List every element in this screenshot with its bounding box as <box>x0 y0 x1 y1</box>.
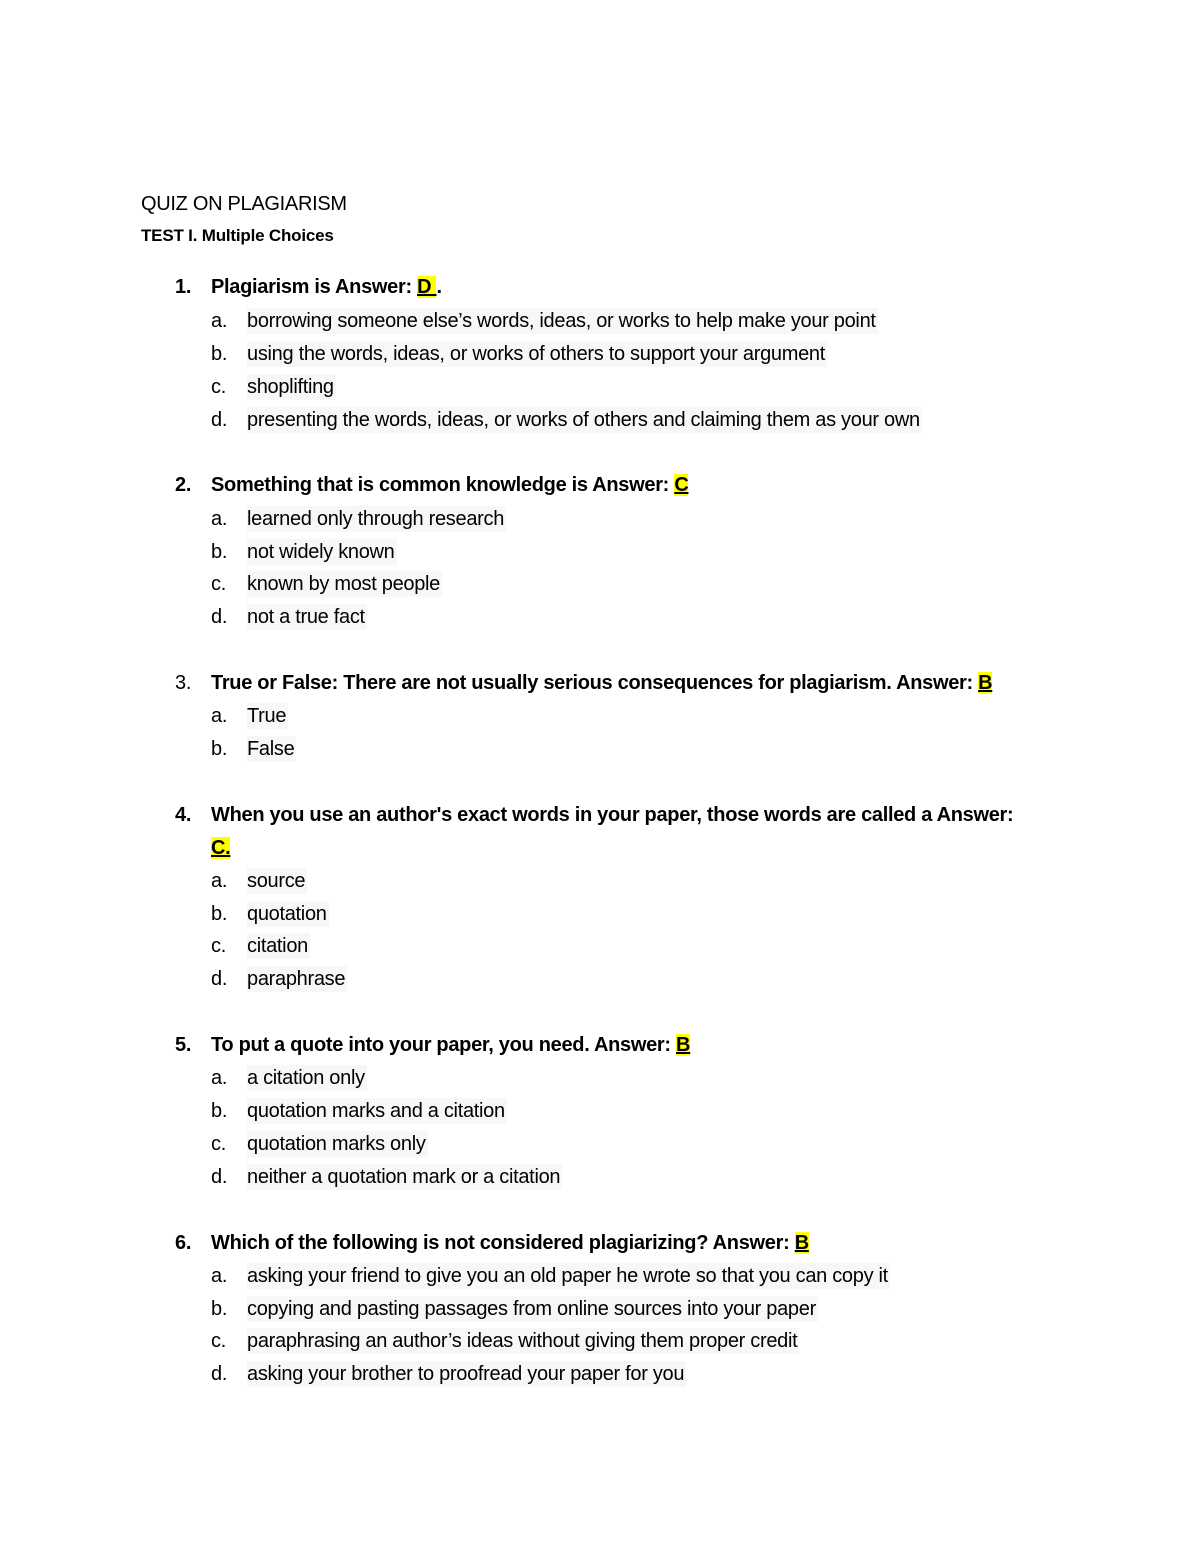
question-text: Something that is common knowledge is Answer: C <box>211 474 689 496</box>
option-text: using the words, ideas, or works of others to support your argument <box>247 343 825 365</box>
answer-highlight: C. <box>211 837 231 859</box>
option-letter: a. <box>211 1067 228 1089</box>
option-letter: c. <box>211 376 226 398</box>
option-letter: b. <box>211 343 228 365</box>
option-text: shoplifting <box>247 376 334 398</box>
option-letter: b. <box>211 1100 228 1122</box>
option-letter: c. <box>211 1330 226 1352</box>
question-text: Plagiarism is Answer: D . <box>211 276 442 298</box>
option-letter: b. <box>211 903 228 925</box>
answer-highlight: B <box>978 672 993 694</box>
question-text: To put a quote into your paper, you need. Answer: B <box>211 1034 691 1056</box>
option-letter: a. <box>211 870 228 892</box>
option-text: borrowing someone else’s words, ideas, or works to help make your point <box>247 310 876 332</box>
option-text: asking your friend to give you an old paper he wrote so that you can copy it <box>247 1265 888 1287</box>
option-text: presenting the words, ideas, or works of others and claiming them as your own <box>247 409 920 431</box>
option-text: a citation only <box>247 1067 365 1089</box>
option-text: source <box>247 870 306 892</box>
option-text: quotation marks and a citation <box>247 1100 505 1122</box>
option-text: paraphrase <box>247 968 346 990</box>
question-text: Which of the following is not considered plagiarizing? Answer: B <box>211 1232 809 1254</box>
option-text: copying and pasting passages from online sources into your paper <box>247 1298 816 1320</box>
option-letter: d. <box>211 1166 228 1188</box>
option-letter: c. <box>211 573 226 595</box>
option-text: citation <box>247 935 308 957</box>
question-text-continued <box>211 835 230 861</box>
question-number: 6. <box>175 1232 192 1254</box>
option-letter: d. <box>211 409 228 431</box>
option-letter: c. <box>211 935 226 957</box>
option-text: not a true fact <box>247 606 365 628</box>
answer-highlight: C <box>674 474 689 496</box>
option-letter: a. <box>211 1265 228 1287</box>
option-letter: a. <box>211 508 228 530</box>
option-letter: b. <box>211 541 228 563</box>
answer-highlight: B <box>676 1034 691 1056</box>
question-text: True or False: There are not usually serious consequences for plagiarism. Answer: B <box>211 672 993 694</box>
question-number: 2. <box>175 474 192 496</box>
option-text: True <box>247 705 287 727</box>
option-letter: b. <box>211 1298 228 1320</box>
option-letter: d. <box>211 606 228 628</box>
option-text: asking your brother to proofread your paper for you <box>247 1363 685 1385</box>
option-text: neither a quotation mark or a citation <box>247 1166 561 1188</box>
option-letter: a. <box>211 310 228 332</box>
option-text: learned only through research <box>247 508 505 530</box>
option-text: paraphrasing an author’s ideas without giving them proper credit <box>247 1330 798 1352</box>
option-text: False <box>247 738 295 760</box>
page-title: QUIZ ON PLAGIARISM <box>141 193 347 215</box>
option-letter: a. <box>211 705 228 727</box>
option-letter: b. <box>211 738 228 760</box>
test-heading: TEST I. Multiple Choices <box>141 226 334 245</box>
option-text: not widely known <box>247 541 395 563</box>
option-text: quotation marks only <box>247 1133 426 1155</box>
answer-highlight: B <box>794 1232 809 1254</box>
question-number: 3. <box>175 672 192 694</box>
answer-highlight: D <box>417 276 437 298</box>
option-letter: d. <box>211 1363 228 1385</box>
option-text: known by most people <box>247 573 441 595</box>
question-number: 5. <box>175 1034 192 1056</box>
option-text: quotation <box>247 903 327 925</box>
question-text: When you use an author's exact words in your paper, those words are called a Answer: <box>211 804 1014 826</box>
option-letter: c. <box>211 1133 226 1155</box>
question-number: 4. <box>175 804 192 826</box>
question-number: 1. <box>175 276 192 298</box>
option-letter: d. <box>211 968 228 990</box>
